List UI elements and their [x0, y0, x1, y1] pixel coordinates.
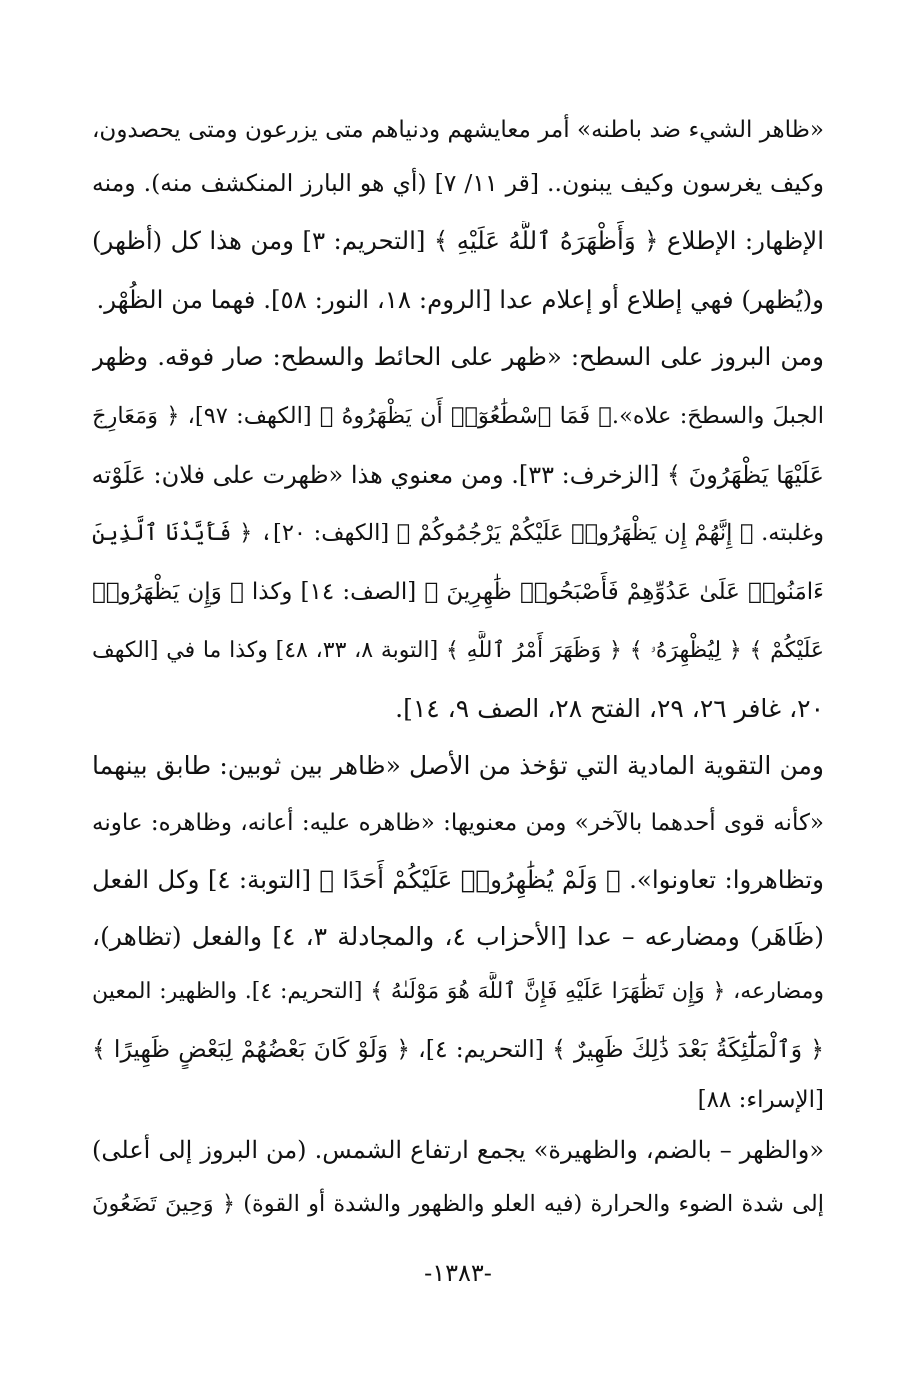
- text-line: ٢٠، غافر ٢٦، ٢٩، الفتح ٢٨، الصف ٩، ١٤].: [395, 694, 824, 723]
- text-line: ءَامَنُوا۟ عَلَىٰ عَدُوِّهِمْ فَأَصْبَحُوا۟ ظَٰهِرِينَ ﴾ [الصف: ١٤] وكذا ﴿ وَإِن يَظْهَرُوا۟: [92, 579, 824, 605]
- text-line: وكيف يغرسون وكيف يبنون.. [قر ١١/ ٧] (أي هو البارز المنكشف منه). ومنه: [92, 169, 824, 197]
- text-line: «ظاهر الشيء ضد باطنه» أمر معايشهم ودنياهم متى يزرعون ومتى يحصدون،: [92, 117, 824, 143]
- text-line: عَلَيْهَا يَظْهَرُونَ ﴾ [الزخرف: ٣٣]. ومن معنوي هذا «ظهرت على فلان: عَلَوْته: [92, 461, 824, 489]
- citation-line: [الإسراء: ٨٨]: [697, 1087, 824, 1113]
- text-line: و(يُظهر) فهي إطلاع أو إعلام عدا [الروم: ١٨، النور: ٥٨]. فهما من الظُهْر.: [96, 285, 824, 314]
- text-line: وتظاهروا: تعاونوا». ﴿ وَلَمْ يُظَٰهِرُوا۟ عَلَيْكُمْ أَحَدًا ﴾ [التوبة: ٤] وكل الفعل: [92, 865, 824, 894]
- text-line: وغلبته. ﴿ إِنَّهُمْ إِن يَظْهَرُوا۟ عَلَيْكُمْ يَرْجُمُوكُمْ ﴾ [الكهف: ٢٠]، ﴿ فَأَيَّدْنَا ٱلَّذِينَ: [92, 520, 824, 546]
- text-line: (ظَاهَر) ومضارعه – عدا [الأحزاب ٤، والمجادلة ٣، ٤] والفعل (تظاهر)،: [92, 922, 824, 951]
- text-line: الجبلَ والسطحَ: علاه».﴿ فَمَا ٱسْطَٰعُوٓا۟ أَن يَظْهَرُوهُ ﴾ [الكهف: ٩٧]، ﴿ وَمَعَارِجَ: [92, 403, 824, 429]
- text-line: «والظهر – بالضم، والظهيرة» يجمع ارتفاع الشمس. (من البروز إلى أعلى): [92, 1136, 824, 1164]
- text-line: ومن البروز على السطح: «ظهر على الحائط والسطح: صار فوقه. وظهر: [92, 342, 824, 371]
- text-line: ومضارعه، ﴿ وَإِن تَظَٰهَرَا عَلَيْهِ فَإِنَّ ٱللَّهَ هُوَ مَوْلَىٰهُ ﴾ [التحريم: ٤]. والظهير: المعين: [92, 979, 824, 1004]
- page-number: -١٣٨٣-: [424, 1259, 492, 1287]
- text-line: إلى شدة الضوء والحرارة (فيه العلو والظهور والشدة أو القوة) ﴿ وَحِينَ تَضَعُونَ: [92, 1191, 824, 1217]
- text-line: ومن التقوية المادية التي تؤخذ من الأصل «ظاهر بين ثوبين: طابق بينهما: [92, 751, 824, 780]
- text-line: عَلَيْكُمْ ﴾ ﴿ لِيُظْهِرَهُۥ ﴾ ﴿ وَظَهَرَ أَمْرُ ٱللَّهِ ﴾ [التوبة ٨، ٣٣، ٤٨] وكذا ما في [الكهف: [92, 638, 824, 663]
- text-line: ﴿ وَٱلْمَلَٰٓئِكَةُ بَعْدَ ذَٰلِكَ ظَهِيرٌ ﴾ [التحريم: ٤]، ﴿ وَلَوْ كَانَ بَعْضُهُمْ لِبَعْضٍ ظَهِيرًا ﴾: [92, 1035, 824, 1063]
- text-line: الإظهار: الإطلاع ﴿ وَأَظْهَرَهُ ٱللَّهُ عَلَيْهِ ﴾ [التحريم: ٣] ومن هذا كل (أظهر): [92, 226, 824, 255]
- text-line: «كأنه قوى أحدهما بالآخر» ومن معنويها: «ظاهره عليه: أعانه، وظاهره: عاونه: [92, 810, 824, 836]
